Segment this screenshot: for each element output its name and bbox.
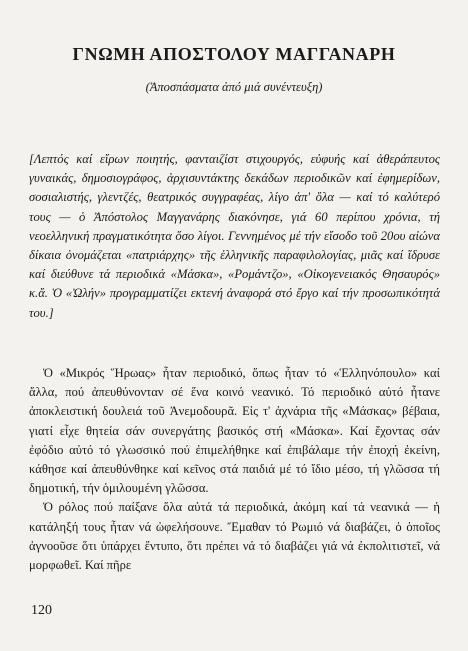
body-paragraph: Ὁ «Μικρός Ἥρωας» ἦταν περιοδικό, ὅπως ἦταν τό «Ἑλληνόπουλο» καί ἄλλα, πού ἀπευθύνονταν σέ ἕνα κοινό νεανικό. Τό περιοδικό αὐτό ἦτανε ἀποκλειστική δουλειά τοῦ Ἀνεμοδουρᾶ. Εἰς τ' ἀχνάρια τῆς «Μάσκας» βέβαια, γιατί εἶχε θητεία σάν συνεργάτης βασικός στή «Μάσκα». Καί ἔχοντας σάν ἐφόδιο αὐτό τό γλωσσικό πού ἐπιμελήθηκε καί ἐπιβάλαμε τήν ἐποχή ἐκείνη, κάθησε καί ἀπευθύνθηκε καί κεῖνος στά παιδιά μέ τό ἴδιο μέσο, τή γλῶσσα τή δημοτική, τήν ὁμιλουμένη γλῶσσα.	[29, 366, 440, 496]
article-subtitle: (Ἀποσπάσματα ἀπό μιά συνέντευξη)	[145, 80, 323, 94]
article-title: ΓΝΩΜΗ ΑΠΟΣΤΟΛΟΥ ΜΑΓΓΑΝΑΡΗ	[72, 44, 396, 64]
article-body	[29, 364, 440, 575]
body-paragraph: Ὁ ρόλος πού παίξανε ὅλα αὐτά τά περιοδικά, ἀκόμη καί τά νεανικά — ἡ κατάληξή τους ἦταν νά ὠφελήσουνε. Ἔμαθαν τό Ρωμιό νά διαβάζει, ὁ ὁποῖος ἀγνοοῦσε ὅτι ὑπάρχει ἔντυπο, ὅτι πρέπει νά τό διαβάζει γιά νά ἐκπολιτιστεῖ, νά μορφωθεῖ. Καί πῆρε	[29, 500, 440, 573]
page-number: 120	[31, 603, 52, 618]
intro-paragraph: [Λεπτός καί εἴρων ποιητής, φανταιζίστ στιχουργός, εὐφυής καί ἀθεράπευτος γυναικάς, δημοσιογράφος, ἀρχισυντάκτης δεκάδων περιοδικῶν καί ἐφημερίδων, σοσιαλιστής, γλεντζές, θεατρικός συγγραφέας, λίγο ἀπ' ὅλα — καί τό καλύτερό τους — ὁ Ἀπόστολος Μαγγανάρης διακόνησε, γιά 60 περίπου χρόνια, τή νεοελληνική πραγματικότητα ὅσο λίγοι. Γεννημένος μέ τήν εἴσοδο τοῦ 20ου αἰώνα δίκαια ὀνομάζεται «πατριάρχης» τῆς ἑλληνικῆς παραφιλολογίας, μιᾶς καί ἵδρυσε καί διεύθυνε τά περιοδικά «Μάσκα», «Ρομάντζο», «Οἰκογενειακός Θησαυρός» κ.ἄ. Ὁ «Ὠλήν» προγραμματίζει εκτενή ἀναφορά στό ἔργο καί τήν προσωπικότητά του.]	[29, 152, 440, 320]
